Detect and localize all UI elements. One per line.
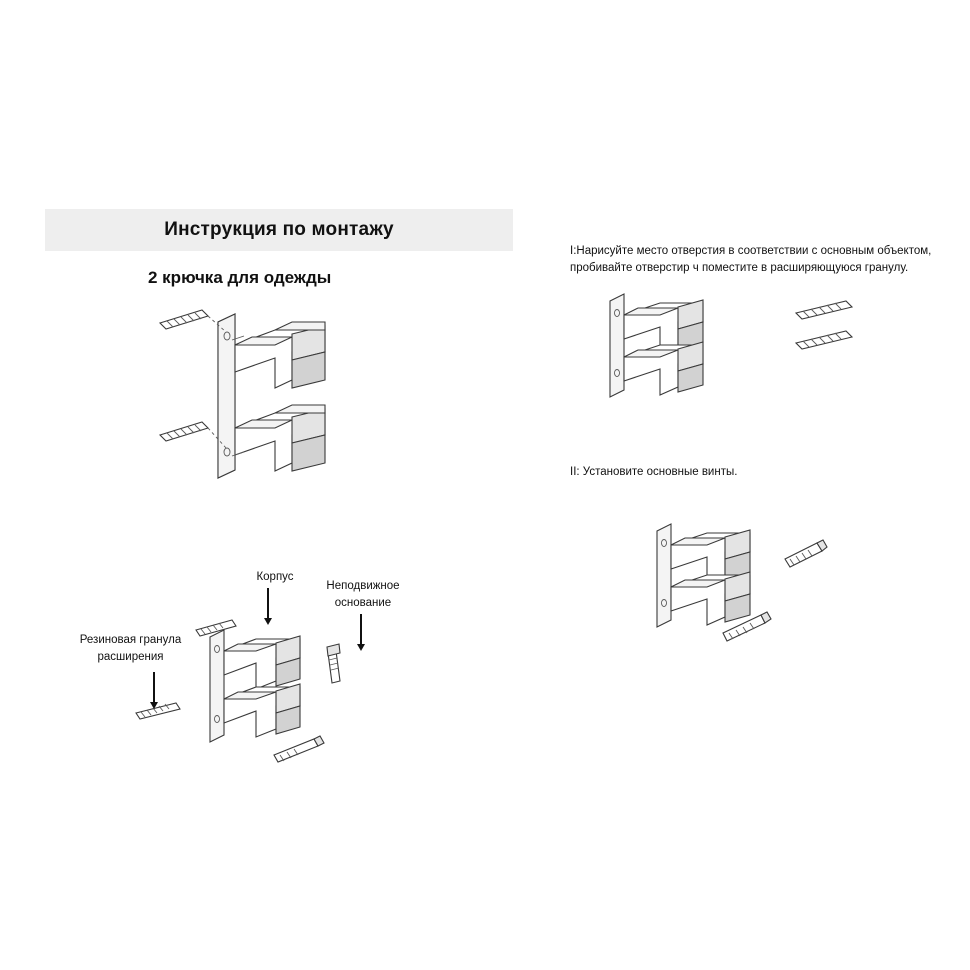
title-banner bbox=[45, 209, 513, 251]
step-1-figure bbox=[598, 285, 868, 405]
callout-fixed-base-label: Неподвижное основание bbox=[326, 580, 400, 609]
step-1-illustration bbox=[598, 285, 868, 405]
callout-body-arrow-head bbox=[264, 618, 272, 625]
step-2-figure bbox=[645, 515, 845, 655]
callout-granule-label: Резиновая гранула расширения bbox=[79, 634, 182, 663]
callout-base-arrow-line bbox=[360, 614, 362, 646]
callout-base-arrow-head bbox=[357, 644, 365, 651]
callout-granule-arrow-head bbox=[150, 702, 158, 709]
callout-body-label: Корпус bbox=[256, 571, 294, 583]
callout-granule-arrow-line bbox=[153, 672, 155, 704]
main-assembly-figure bbox=[140, 300, 400, 510]
expansion-anchor-granule bbox=[136, 703, 180, 719]
expansion-anchor-upper bbox=[160, 310, 226, 332]
base-screw-right bbox=[327, 644, 340, 683]
step-2-illustration bbox=[645, 515, 845, 655]
mounting-screw-upper bbox=[785, 540, 827, 567]
callout-body-arrow-line bbox=[267, 588, 269, 620]
page-title: Инструкция по монтажу bbox=[164, 219, 394, 240]
step-1-text: I:Нарисуйте место отверстия в соответствии с основным объектом, пробивайте отверстир ч поместите в расширяющуюся гранулу. bbox=[570, 245, 932, 275]
base-screw-bottom bbox=[274, 736, 324, 762]
expansion-anchor-pair bbox=[796, 301, 852, 349]
step-2-text: II: Установите основные винты. bbox=[570, 466, 738, 478]
expansion-anchor-lower bbox=[160, 422, 226, 448]
page-subtitle: 2 крючка для одежды bbox=[148, 268, 332, 287]
main-assembly-illustration bbox=[140, 300, 400, 510]
